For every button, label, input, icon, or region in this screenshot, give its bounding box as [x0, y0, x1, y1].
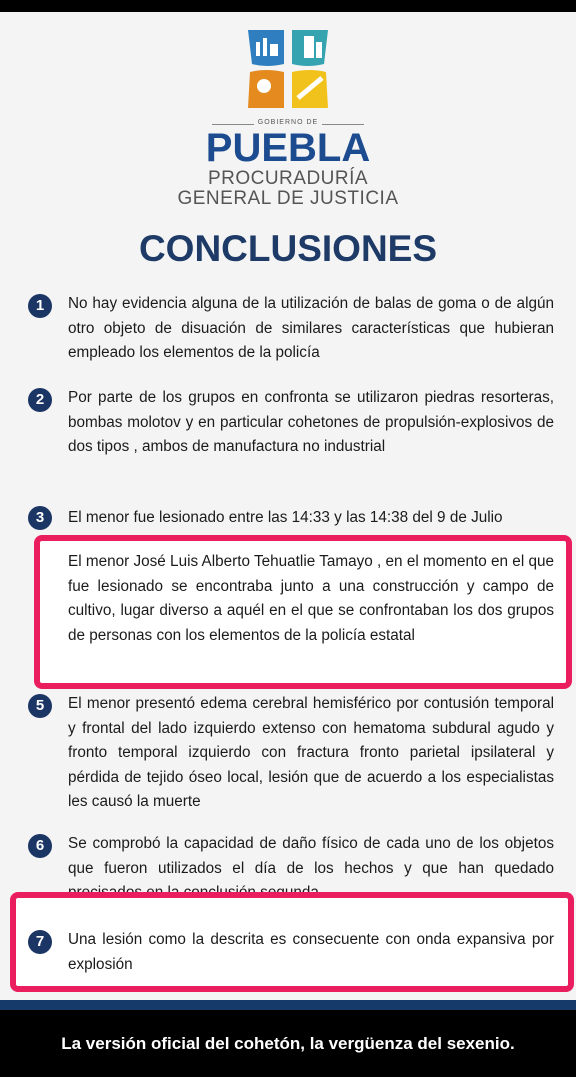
puebla-wordmark: PUEBLA — [205, 126, 371, 170]
number-badge: 2 — [28, 388, 52, 412]
number-badge: 3 — [28, 506, 52, 530]
gobierno-label: GOBIERNO DE — [0, 119, 576, 126]
puebla-logo-icon — [244, 28, 332, 110]
conclusion-text: El menor presentó edema cerebral hemisférico por contusión temporal y frontal del lado izquierdo extenso con hematoma subdural agudo y fronto temporal izquierdo con fractura fronto parietal ipsilateral y pérdida de tejido óseo local, lesión que de acuerdo a los especialistas les causó la muerte — [68, 695, 554, 811]
number-badge: 5 — [28, 694, 52, 718]
conclusion-text: El menor fue lesionado entre las 14:33 y las 14:38 del 9 de Julio — [68, 509, 503, 526]
conclusion-text: Una lesión como la descrita es consecuente con onda expansiva por explosión — [68, 931, 554, 973]
conclusion-text: No hay evidencia alguna de la utilización de balas de goma o de algún otro objeto de disuación de similares características que hubieran empleado los elementos de la policía — [68, 295, 554, 362]
top-bar — [0, 0, 576, 12]
document-bottom-band — [0, 1000, 576, 1010]
number-badge: 7 — [28, 930, 52, 954]
caption-text: La versión oficial del cohetón, la vergüenza del sexenio. — [0, 1010, 576, 1077]
number-badge: 6 — [28, 834, 52, 858]
conclusion-text: Se comprobó la capacidad de daño físico de cada uno de los objetos que fueron utilizados el día de los hechos y que han quedado — [68, 835, 554, 877]
number-badge: 1 — [28, 294, 52, 318]
document-image — [0, 12, 576, 1000]
conclusion-text: Por parte de los grupos en confronta se utilizaron piedras resorteras, bombas molotov y en particular cohetones de propulsión-explosivos de dos tipos , ambos de manufactura no industrial — [68, 389, 554, 456]
page-title: CONCLUSIONES — [138, 228, 438, 269]
justicia-label: GENERAL DE JUSTICIA — [177, 188, 399, 209]
conclusion-text: El menor José Luis Alberto Tehuatlie Tamayo , en el momento en el que fue lesionado se encontraba junto a una construcción y campo de cultivo, lugar diverso a aquél en el que se confrontaban los dos grupos de personas con los elementos de la policía estatal — [68, 553, 554, 644]
procuraduria-label: PROCURADURÍA — [207, 168, 369, 189]
